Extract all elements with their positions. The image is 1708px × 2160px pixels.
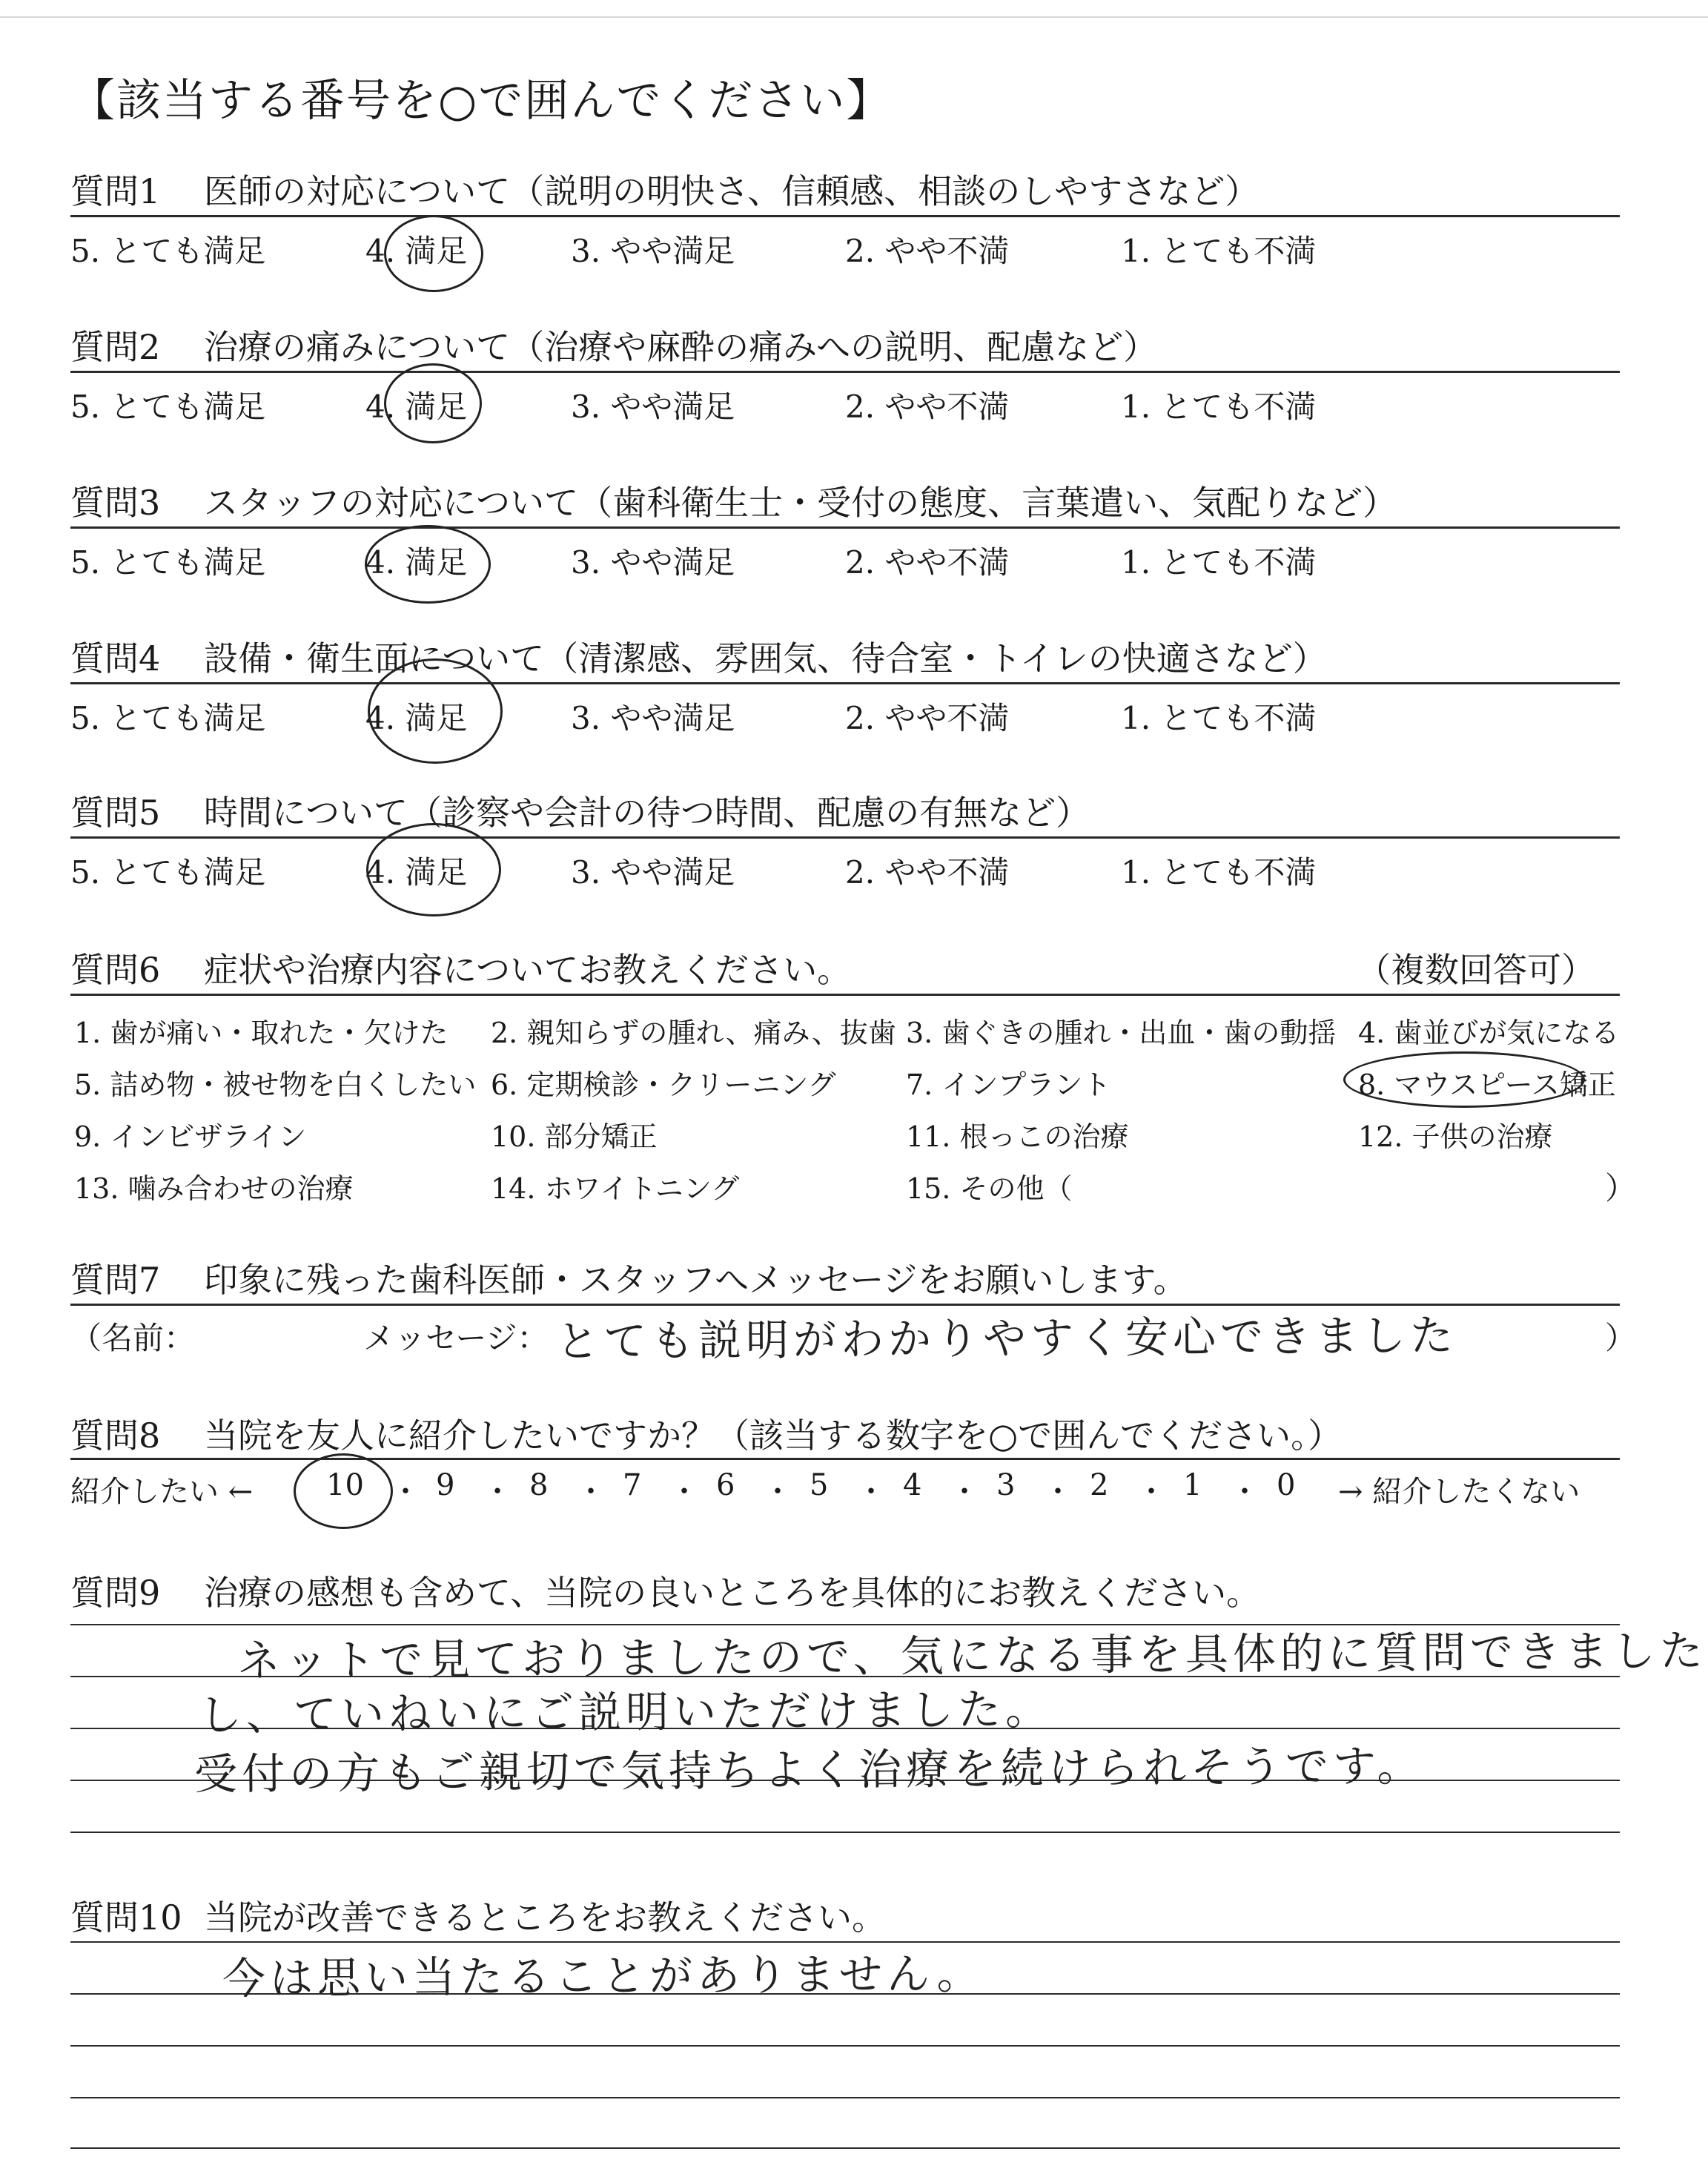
option-4[interactable]: 4. 満足: [365, 854, 468, 891]
question-underline: [70, 682, 1620, 684]
scale-separator: ・: [576, 1475, 606, 1509]
selected-score-circle: [294, 1453, 393, 1529]
question-6: [70, 943, 851, 992]
handwritten-answer-line-2[interactable]: し、ていねいにご説明いただけました。: [198, 1683, 1053, 1741]
scale-2[interactable]: 2: [1090, 1468, 1109, 1502]
option-1[interactable]: 1. とても不満: [1121, 854, 1317, 891]
option-5[interactable]: 5. とても満足: [70, 389, 266, 425]
option-3[interactable]: 3. やや満足: [571, 233, 735, 269]
option-2[interactable]: 2. やや不満: [845, 854, 1010, 891]
question-number: 質問3: [70, 483, 161, 523]
option-5[interactable]: 5. とても満足: [70, 700, 266, 736]
symptom-option-9[interactable]: 9. インビザライン: [74, 1120, 307, 1153]
scale-separator: ・: [1043, 1475, 1073, 1509]
scale-0[interactable]: 0: [1277, 1468, 1296, 1502]
question-text: 治療の感想も含めて、当院の良いところを具体的にお教えください。: [204, 1573, 1261, 1613]
scale-separator: ・: [483, 1475, 512, 1509]
question-5: [70, 786, 1090, 835]
option-1[interactable]: 1. とても不満: [1121, 544, 1317, 581]
symptom-option-7[interactable]: 7. インプラント: [906, 1069, 1111, 1101]
scale-3[interactable]: 3: [996, 1468, 1016, 1502]
question-number: 質問4: [70, 638, 161, 678]
answer-circle: [384, 363, 482, 443]
symptom-option-5[interactable]: 5. 詰め物・被せ物を白くしたい: [74, 1069, 477, 1101]
question-underline: [70, 994, 1620, 996]
question-number: 質問10: [70, 1898, 182, 1938]
option-2[interactable]: 2. やや不満: [845, 233, 1010, 269]
question-text: 当院が改善できるところをお教えください。: [204, 1898, 886, 1938]
scale-4[interactable]: 4: [903, 1468, 922, 1502]
question-underline: [70, 526, 1620, 529]
question-underline: [70, 1458, 1620, 1460]
multiple-answer-note: （複数回答可）: [1357, 950, 1595, 990]
question-number: 質問5: [70, 793, 161, 833]
question-underline: [70, 215, 1620, 217]
question-text: 時間について（診察や会計の待つ時間、配慮の有無など）: [204, 793, 1090, 833]
scale-5[interactable]: 5: [810, 1468, 829, 1502]
option-5[interactable]: 5. とても満足: [70, 854, 266, 891]
scale-separator: ・: [391, 1475, 420, 1509]
scale-separator: ・: [1136, 1475, 1166, 1509]
selected-option-circle: [1343, 1051, 1585, 1108]
option-2[interactable]: 2. やや不満: [845, 389, 1010, 425]
question-8: [70, 1409, 1342, 1458]
top-edge-line: [0, 16, 1708, 18]
answer-line: [70, 1832, 1620, 1833]
question-number: 質問7: [70, 1260, 161, 1300]
name-label: （名前：: [70, 1320, 196, 1356]
scale-1[interactable]: 1: [1183, 1468, 1202, 1502]
question-underline: [70, 371, 1620, 373]
instruction-header: 【該当する番号を○で囲んでください】: [70, 75, 893, 127]
symptom-option-1[interactable]: 1. 歯が痛い・取れた・欠けた: [74, 1017, 448, 1049]
question-text: 設備・衛生面について（清潔感、雰囲気、待合室・トイレの快適さなど）: [204, 638, 1327, 678]
handwritten-message[interactable]: とても説明がわかりやすく安心できました: [555, 1309, 1458, 1367]
option-5[interactable]: 5. とても満足: [70, 233, 266, 269]
question-7: [70, 1253, 1188, 1302]
option-1[interactable]: 1. とても不満: [1121, 233, 1317, 269]
question-3: [70, 476, 1397, 525]
answer-line: [70, 2147, 1620, 2149]
question-number: 質問1: [70, 171, 161, 211]
symptom-option-8[interactable]: 8. マウスピース矯正: [1358, 1069, 1616, 1101]
symptom-option-14[interactable]: 14. ホワイトニング: [491, 1172, 740, 1205]
answer-line: [70, 2097, 1620, 2098]
answer-circle: [366, 823, 501, 916]
symptom-option-4[interactable]: 4. 歯並びが気になる: [1358, 1017, 1620, 1049]
answer-circle: [368, 658, 503, 764]
message-close-paren: ）: [1605, 1320, 1637, 1356]
option-3[interactable]: 3. やや満足: [571, 854, 735, 891]
question-text: 印象に残った歯科医師・スタッフへメッセージをお願いします。: [204, 1260, 1188, 1300]
recommend-right-label: → 紹介したくない: [1338, 1475, 1580, 1509]
question-number: 質問6: [70, 950, 161, 990]
option-4[interactable]: 4. 満足: [365, 389, 468, 425]
scale-separator: ・: [950, 1475, 979, 1509]
question-9: [70, 1566, 1260, 1615]
symptom-option-11[interactable]: 11. 根っこの治療: [906, 1120, 1129, 1153]
option-4[interactable]: 4. 満足: [365, 544, 468, 581]
scale-separator: ・: [763, 1475, 792, 1509]
scale-9[interactable]: 9: [436, 1468, 455, 1502]
symptom-option-13[interactable]: 13. 噛み合わせの治療: [74, 1172, 354, 1205]
option-1[interactable]: 1. とても不満: [1121, 700, 1317, 736]
question-text: スタッフの対応について（歯科衛生士・受付の態度、言葉遣い、気配りなど）: [204, 483, 1397, 523]
symptom-option-2[interactable]: 2. 親知らずの腫れ、痛み、抜歯: [491, 1017, 896, 1049]
question-1: [70, 165, 1259, 214]
scale-separator: ・: [669, 1475, 699, 1509]
option-2[interactable]: 2. やや不満: [845, 700, 1010, 736]
option-4[interactable]: 4. 満足: [365, 233, 468, 269]
question-2: [70, 320, 1157, 369]
question-number: 質問2: [70, 327, 161, 367]
symptom-option-12[interactable]: 12. 子供の治療: [1358, 1120, 1553, 1153]
option-1[interactable]: 1. とても不満: [1121, 389, 1317, 425]
question-4: [70, 632, 1327, 681]
answer-circle: [365, 525, 491, 604]
question-10: [70, 1891, 886, 1940]
option-4[interactable]: 4. 満足: [365, 700, 468, 736]
option-2[interactable]: 2. やや不満: [845, 544, 1010, 581]
question-number: 質問9: [70, 1573, 161, 1613]
question-text: 医師の対応について（説明の明快さ、信頼感、相談のしやすさなど）: [204, 171, 1260, 211]
option-5[interactable]: 5. とても満足: [70, 544, 266, 581]
symptom-option-6[interactable]: 6. 定期検診・クリーニング: [491, 1069, 836, 1101]
answer-circle: [384, 215, 483, 292]
scale-8[interactable]: 8: [529, 1468, 549, 1502]
symptom-option-10[interactable]: 10. 部分矯正: [491, 1120, 658, 1153]
symptom-option-3[interactable]: 3. 歯ぐきの腫れ・出血・歯の動揺: [906, 1017, 1337, 1049]
scale-7[interactable]: 7: [623, 1468, 642, 1502]
question-underline: [70, 836, 1620, 839]
other-close-paren: ）: [1605, 1170, 1637, 1206]
message-label: メッセージ：: [363, 1320, 549, 1356]
scale-separator: ・: [856, 1475, 886, 1509]
scale-separator: ・: [1230, 1475, 1260, 1509]
option-3[interactable]: 3. やや満足: [571, 544, 735, 581]
option-3[interactable]: 3. やや満足: [571, 700, 735, 736]
scale-6[interactable]: 6: [716, 1468, 735, 1502]
handwritten-answer-line-1[interactable]: ネットで見ておりましたので、気になる事を具体的に質問できました: [236, 1625, 1708, 1686]
symptom-option-15[interactable]: 15. その他（: [906, 1172, 1073, 1205]
question-number: 質問8: [70, 1416, 161, 1456]
scale-10[interactable]: 10: [326, 1468, 364, 1502]
option-3[interactable]: 3. やや満足: [571, 389, 735, 425]
recommend-left-label: 紹介したい ←: [70, 1475, 254, 1509]
question-text: 治療の痛みについて（治療や麻酔の痛みへの説明、配慮など）: [204, 327, 1158, 367]
handwritten-improvement[interactable]: 今は思い当たることがありません。: [222, 1948, 984, 2004]
question-text: 症状や治療内容についてお教えください。: [204, 950, 852, 990]
question-text: 当院を友人に紹介したいですか？（該当する数字を○で囲んでください。）: [204, 1416, 1343, 1456]
answer-line: [70, 2045, 1620, 2047]
handwritten-answer-line-3[interactable]: 受付の方もご親切で気持ちよく治療を続けられそうです。: [193, 1740, 1425, 1800]
